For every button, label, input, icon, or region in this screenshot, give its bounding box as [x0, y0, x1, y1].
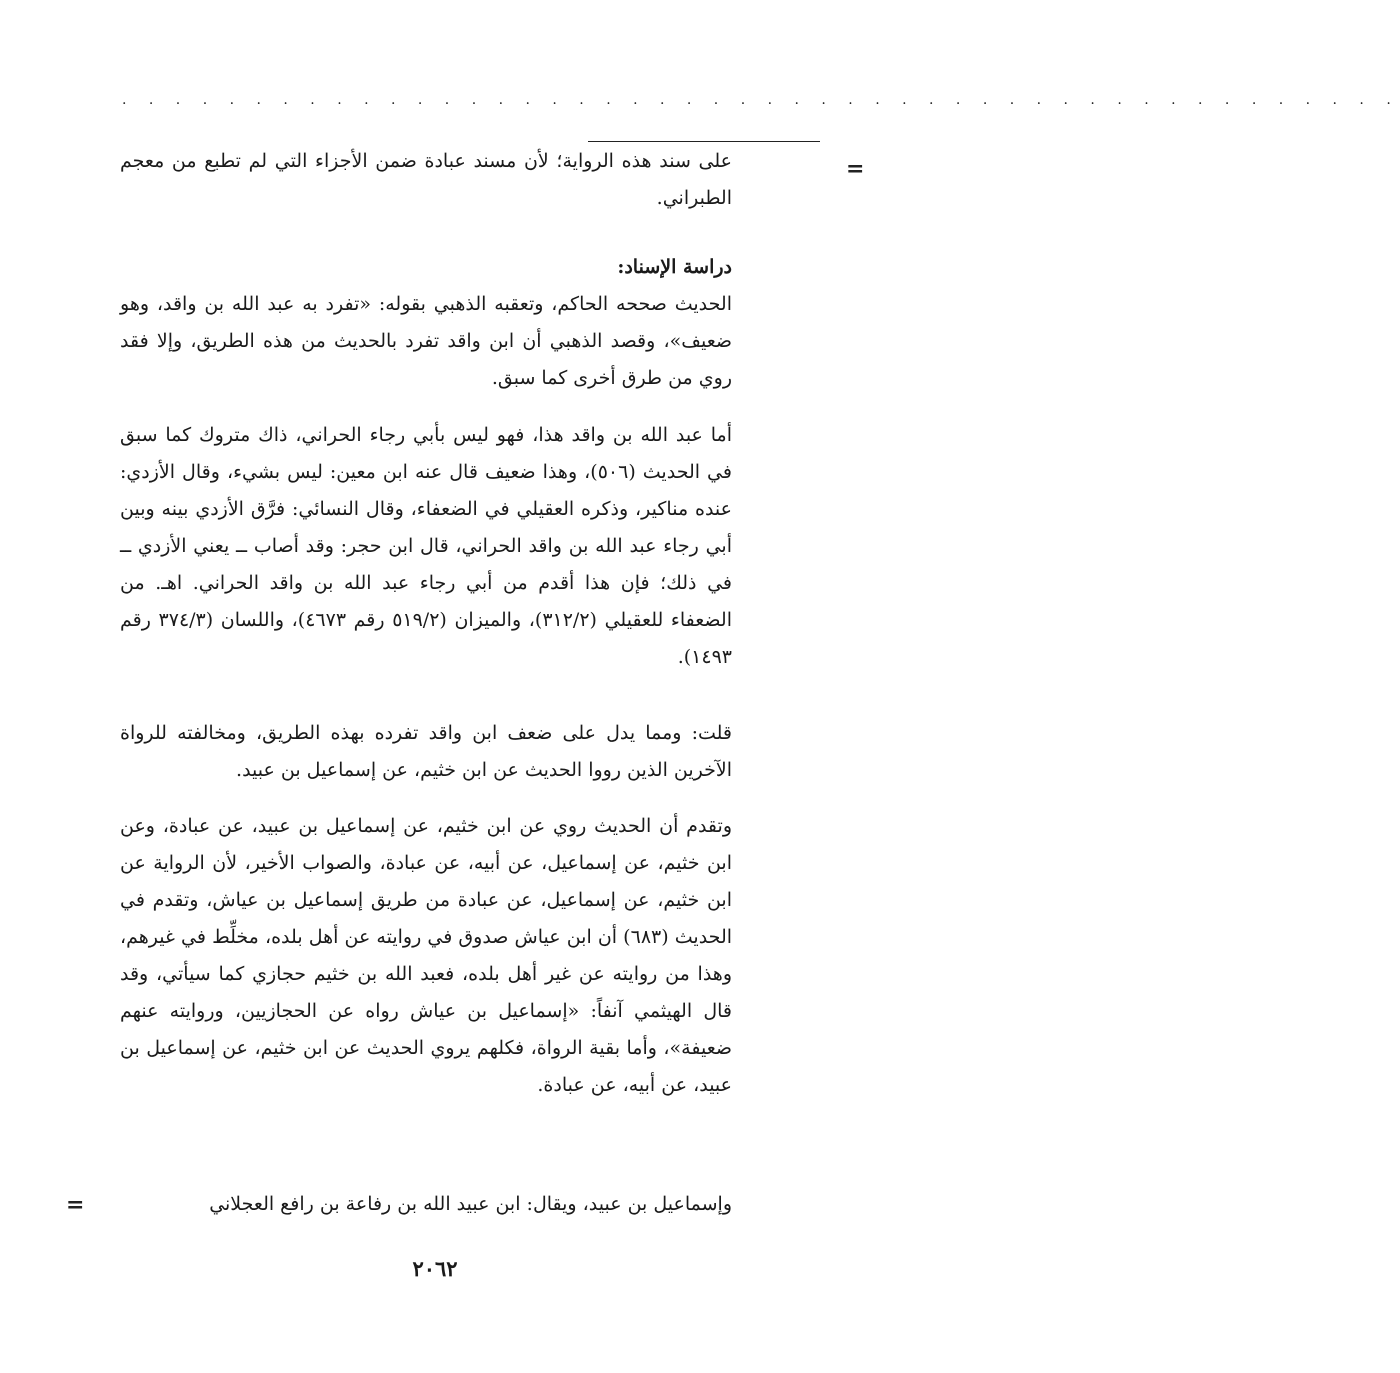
last-line: وإسماعيل بن عبيد، ويقال: ابن عبيد الله بن رفاعة بن رافع العجلاني: [209, 1193, 732, 1215]
last-line-block: [120, 1186, 732, 1223]
footnote-text: على سند هذه الرواية؛ لأن مسند عبادة ضمن الأجزاء التي لم تطبع من معجم الطبراني.: [120, 150, 732, 209]
section-heading: دراسة الإسناد:: [617, 256, 732, 278]
footnote-rule: [588, 141, 820, 142]
paragraph-1: الحديث صححه الحاكم، وتعقبه الذهبي بقوله: «تفرد به عبد الله بن واقد، وهو ضعيف»، وقصد الذهبي أن ابن واقد تفرد بالحديث من هذه الطريق، وإلا فقد روي من طرق أخرى كما سبق.: [120, 293, 732, 389]
continuation-mark-top: =: [846, 156, 865, 182]
paragraph-3: قلت: ومما يدل على ضعف ابن واقد تفرده بهذه الطريق، ومخالفته للرواة الآخرين الذين رووا الحديث عن ابن خثيم، عن إسماعيل بن عبيد.: [120, 722, 732, 781]
paragraph-4-block: [120, 808, 732, 1104]
paragraph-2-block: [120, 417, 732, 676]
paragraph-2: أما عبد الله بن واقد هذا، فهو ليس بأبي رجاء الحراني، ذاك متروك كما سبق في الحديث (٥٠٦)، وهذا ضعيف قال عنه ابن معين: ليس بشيء، وقال الأزدي: عنده مناكير، وذكره العقيلي في الضعفاء، وقال النسائي: فرَّق الأزدي بينه وبين أبي رجاء عبد الله بن واقد الحراني، قال ابن حجر: وقد أصاب ــ يعني الأزدي ــ في ذلك؛ فإن هذا أقدم من أبي رجاء عبد الله بن واقد الحراني. اهـ. من الضعفاء للعقيلي (٣١٢/٢)، والميزان (٥١٩/٢ رقم ٤٦٧٣)، واللسان (٣٧٤/٣ رقم ١٤٩٣).: [120, 424, 732, 668]
paragraph-4: وتقدم أن الحديث روي عن ابن خثيم، عن إسماعيل بن عبيد، عن عبادة، وعن ابن خثيم، عن إسماعيل، عن أبيه، عن عبادة، والصواب الأخير، لأن الرواية عن ابن خثيم، عن إسماعيل، عن عبادة من طريق إسماعيل بن عياش، وتقدم في الحديث (٦٨٣) أن ابن عياش صدوق في روايته عن أهل بلده، مخلِّط في غيرهم، وهذا من روايته عن غير أهل بلده، فعبد الله بن خثيم حجازي كما سيأتي، وقد قال الهيثمي آنفاً: «إسماعيل بن عياش رواه عن الحجازيين، وروايته عنهم ضعيفة»، وأما بقية الرواة، فكلهم يروي الحديث عن ابن خثيم، عن إسماعيل بن عبيد، عن أبيه، عن عبادة.: [120, 815, 733, 1096]
continuation-mark-bottom: =: [66, 1192, 85, 1218]
study-section: [120, 249, 732, 397]
paragraph-3-block: [120, 715, 732, 789]
separator-dots: . . . . . . . . . . . . . . . . . . . . . . . . . . . . . . . . . . . . . . . . . . . . . . . .: [122, 92, 1400, 108]
footnote-continued: [120, 143, 732, 217]
page-number: ٢٠٦٢: [412, 1256, 458, 1281]
